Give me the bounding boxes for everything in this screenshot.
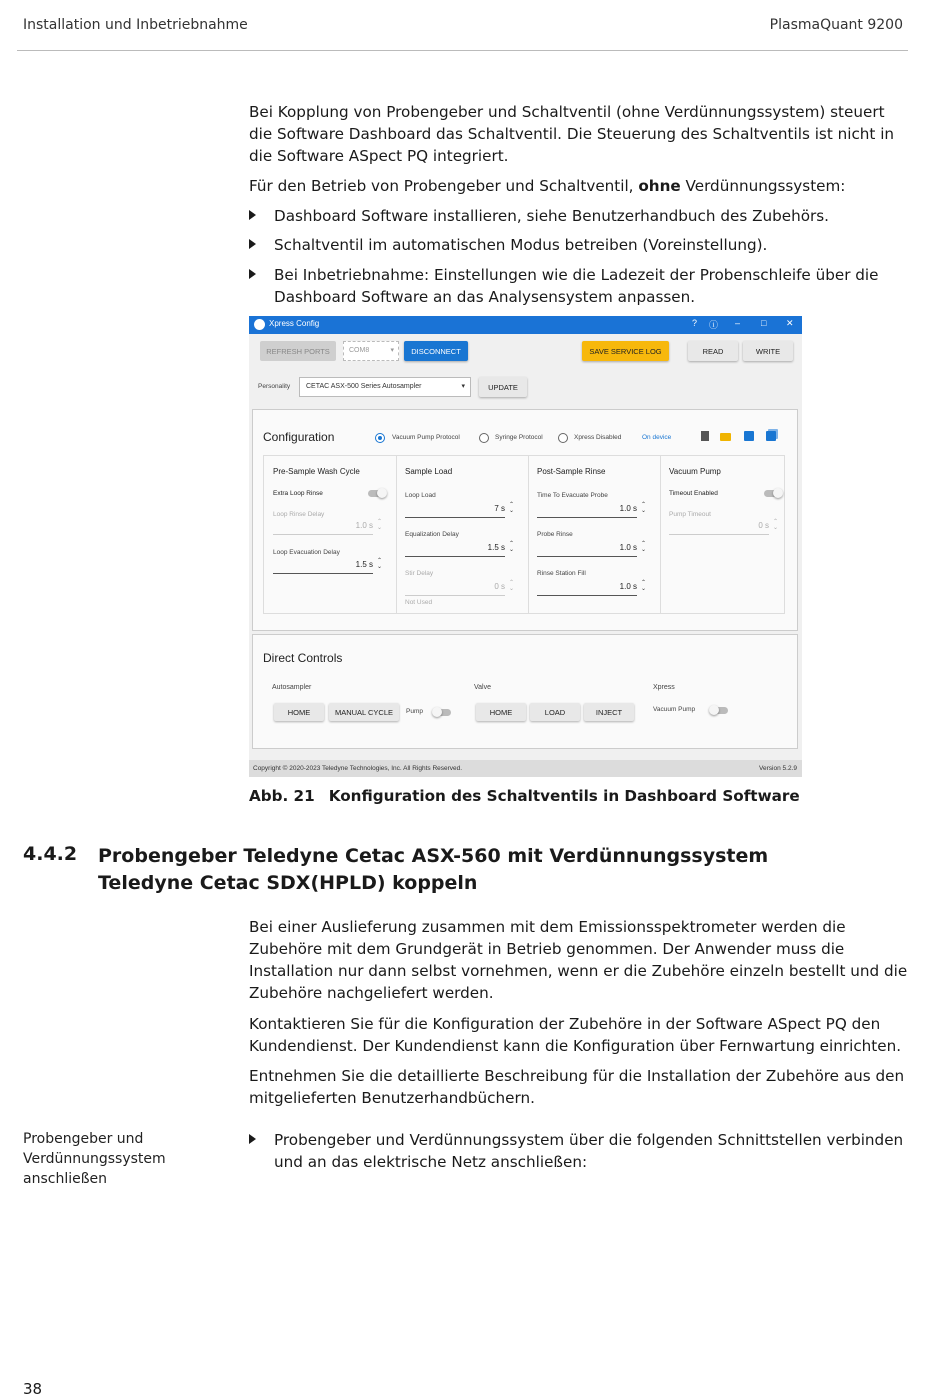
time-evacuate-label: Time To Evacuate Probe [537, 492, 608, 499]
spinner-icon[interactable]: ⌃ ⌄ [641, 541, 647, 553]
text-bold: ohne [638, 177, 681, 195]
spinner-icon[interactable]: ⌃ ⌄ [377, 519, 383, 531]
bullet-text: Dashboard Software installieren, siehe Benutzerhandbuch des Zubehörs. [274, 207, 830, 225]
header-rule [17, 50, 908, 51]
save-service-log-button[interactable]: SAVE SERVICE LOG [582, 341, 669, 361]
pre-sample-title: Pre-Sample Wash Cycle [273, 467, 360, 476]
refresh-ports-button[interactable]: REFRESH PORTS [260, 341, 336, 361]
text-pre: Für den Betrieb von Probengeber und Schaltventil, [249, 177, 639, 195]
configuration-panel [252, 409, 798, 631]
spinner-icon[interactable]: ⌃ ⌄ [773, 519, 779, 531]
write-button[interactable]: WRITE [743, 341, 793, 361]
app-logo-icon [254, 319, 265, 330]
header-left: Installation und Inbetriebnahme [23, 17, 248, 33]
chevron-down-icon: ▾ [461, 383, 465, 390]
document-icon[interactable] [701, 431, 709, 441]
chevron-down-icon: ▾ [390, 347, 394, 354]
spinner-icon[interactable]: ⌃ ⌄ [509, 580, 515, 592]
text-post: Verdünnungssystem: [680, 177, 846, 195]
loop-load-value[interactable]: 7 s [494, 504, 505, 513]
caption-label: Abb. 21 [249, 787, 315, 805]
com-port-select[interactable] [343, 341, 399, 361]
rinse-station-fill-value[interactable]: 1.0 s [619, 582, 637, 591]
probe-rinse-value[interactable]: 1.0 s [619, 543, 637, 552]
sample-load-title: Sample Load [405, 467, 453, 476]
title-bar [249, 316, 802, 334]
save-all-icon[interactable] [766, 431, 776, 441]
on-device-label: On device [642, 434, 672, 441]
field-underline [273, 534, 373, 535]
radio-syringe[interactable] [479, 433, 489, 443]
xpress-label: Xpress [653, 684, 675, 691]
vacuum-pump-toggle[interactable] [710, 707, 728, 714]
help-icon[interactable]: ? [692, 318, 698, 328]
radio-vacuum-pump-label: Vacuum Pump Protocol [392, 434, 460, 441]
spinner-icon[interactable]: ⌃ ⌄ [641, 580, 647, 592]
paragraph-manuals: Entnehmen Sie die detaillierte Beschreibung für die Installation der Zubehöre aus den mitgelieferten Benutzerhandbüchern. [249, 1067, 905, 1107]
column-divider [396, 456, 397, 613]
stir-delay-value: 0 s [494, 582, 505, 591]
update-button[interactable]: UPDATE [479, 377, 527, 397]
spinner-icon[interactable]: ⌃ ⌄ [377, 558, 383, 570]
field-underline [537, 517, 637, 518]
header-right: PlasmaQuant 9200 [769, 17, 903, 33]
minimize-icon[interactable]: – [735, 318, 741, 328]
bullet-text: Probengeber und Verdünnungssystem über die folgenden Schnittstellen verbinden und an das elektrische Netz anschließen: [274, 1131, 904, 1171]
probe-rinse-label: Probe Rinse [537, 531, 573, 538]
info-icon[interactable]: ⓘ [709, 320, 719, 330]
equalization-delay-value[interactable]: 1.5 s [487, 543, 505, 552]
window-title: Xpress Config [269, 319, 320, 328]
autosampler-label: Autosampler [272, 684, 312, 691]
vacuum-pump-label: Vacuum Pump [653, 706, 696, 713]
paragraph-coupling: Bei Kopplung von Probengeber und Schaltventil (ohne Verdünnungssystem) steuert die Software Dashboard das Schaltventil. Die Steuerung des Schaltventils ist nicht in die Software ASpect PQ integriert. [249, 103, 895, 165]
pump-toggle[interactable] [433, 709, 451, 716]
direct-controls-panel [252, 634, 798, 749]
spinner-icon[interactable]: ⌃ ⌄ [509, 541, 515, 553]
inject-button[interactable]: INJECT [584, 703, 634, 721]
bullet-arrow-icon [249, 1134, 256, 1144]
configuration-title: Configuration [263, 430, 335, 444]
footer-version: Version 5.2.9 [759, 765, 797, 772]
field-underline [405, 517, 505, 518]
direct-controls-title: Direct Controls [263, 651, 343, 665]
load-button[interactable]: LOAD [530, 703, 580, 721]
paragraph-contact: Kontaktieren Sie für die Konfiguration der Zubehöre in der Software ASpect PQ den Kundendienst. Der Kundendienst kann die Konfiguration über Fernwartung einrichten. [249, 1015, 902, 1055]
xpress-config-window [249, 316, 802, 777]
radio-xpress-disabled-label: Xpress Disabled [574, 434, 622, 441]
paragraph-delivery: Bei einer Auslieferung zusammen mit dem Emissionsspektrometer werden die Zubehöre mit dem Grundgerät in Betrieb genommen. Der Anwender muss die Installation nur dann selbst vornehmen, wenn er die Zubehöre einzeln bestellt und die Zubehöre nachgeliefert werden. [249, 918, 908, 1002]
margin-note: Probengeber und Verdünnungssystem anschließen [23, 1131, 166, 1187]
rinse-station-fill-label: Rinse Station Fill [537, 570, 586, 577]
extra-loop-rinse-label: Extra Loop Rinse [273, 490, 323, 497]
loop-evacuation-delay-value[interactable]: 1.5 s [355, 560, 373, 569]
field-underline [669, 534, 769, 535]
figure-caption [249, 787, 814, 805]
folder-open-icon[interactable] [720, 433, 731, 441]
spinner-icon[interactable]: ⌃ ⌄ [641, 502, 647, 514]
bullet-arrow-icon [249, 210, 256, 220]
save-icon[interactable] [744, 431, 754, 441]
footer-copyright: Copyright © 2020-2023 Teledyne Technologies, Inc. All Rights Reserved. [253, 765, 463, 772]
radio-vacuum-pump[interactable] [375, 433, 385, 443]
field-underline [405, 595, 505, 596]
pump-timeout-label: Pump Timeout [669, 511, 711, 518]
vacuum-pump-title: Vacuum Pump [669, 467, 721, 476]
loop-evacuation-delay-label: Loop Evacuation Delay [273, 549, 340, 556]
read-button[interactable]: READ [688, 341, 738, 361]
autosampler-home-button[interactable]: HOME [274, 703, 324, 721]
loop-load-label: Loop Load [405, 492, 436, 499]
close-icon[interactable]: ✕ [786, 318, 794, 328]
field-underline [273, 573, 373, 574]
manual-cycle-button[interactable]: MANUAL CYCLE [329, 703, 399, 721]
equalization-delay-label: Equalization Delay [405, 531, 459, 538]
radio-syringe-label: Syringe Protocol [495, 434, 543, 441]
not-used-label: Not Used [405, 599, 433, 606]
loop-rinse-delay-value: 1.0 s [355, 521, 373, 530]
disconnect-button[interactable]: DISCONNECT [404, 341, 468, 361]
pump-label: Pump [406, 708, 423, 715]
bullet-text: Schaltventil im automatischen Modus betreiben (Voreinstellung). [274, 236, 768, 254]
column-divider [528, 456, 529, 613]
caption-text: Konfiguration des Schaltventils in Dashboard Software [328, 787, 800, 805]
bullet-arrow-icon [249, 239, 256, 249]
timeout-enabled-toggle[interactable] [764, 490, 782, 497]
com-port-value: COM8 [349, 347, 370, 354]
radio-xpress-disabled[interactable] [558, 433, 568, 443]
spinner-icon[interactable]: ⌃ ⌄ [509, 502, 515, 514]
personality-value: CETAC ASX-500 Series Autosampler [306, 383, 422, 390]
time-evacuate-value[interactable]: 1.0 s [619, 504, 637, 513]
loop-rinse-delay-label: Loop Rinse Delay [273, 511, 325, 518]
bullet-arrow-icon [249, 269, 256, 279]
extra-loop-rinse-toggle[interactable] [368, 490, 386, 497]
column-divider [660, 456, 661, 613]
page-number: 38 [23, 1380, 43, 1398]
field-underline [537, 556, 637, 557]
paragraph-operation [249, 175, 909, 197]
bullet-text: Bei Inbetriebnahme: Einstellungen wie die Ladezeit der Probenschleife über die Dashboard Software an das Analysensystem anpassen. [274, 266, 879, 306]
stir-delay-label: Stir Delay [405, 570, 434, 577]
timeout-enabled-label: Timeout Enabled [669, 490, 718, 497]
section-title: Probengeber Teledyne Cetac ASX-560 mit Verdünnungssystem Teledyne Cetac SDX(HPLD) koppeln [98, 845, 769, 894]
pump-timeout-value: 0 s [758, 521, 769, 530]
field-underline [405, 556, 505, 557]
valve-label: Valve [474, 684, 491, 691]
valve-home-button[interactable]: HOME [476, 703, 526, 721]
personality-select[interactable] [299, 377, 471, 397]
window-footer [249, 760, 802, 777]
field-underline [537, 595, 637, 596]
personality-label: Personality [258, 383, 291, 390]
maximize-icon[interactable]: □ [761, 318, 767, 328]
post-sample-title: Post-Sample Rinse [537, 467, 606, 476]
section-number: 4.4.2 [23, 843, 78, 865]
